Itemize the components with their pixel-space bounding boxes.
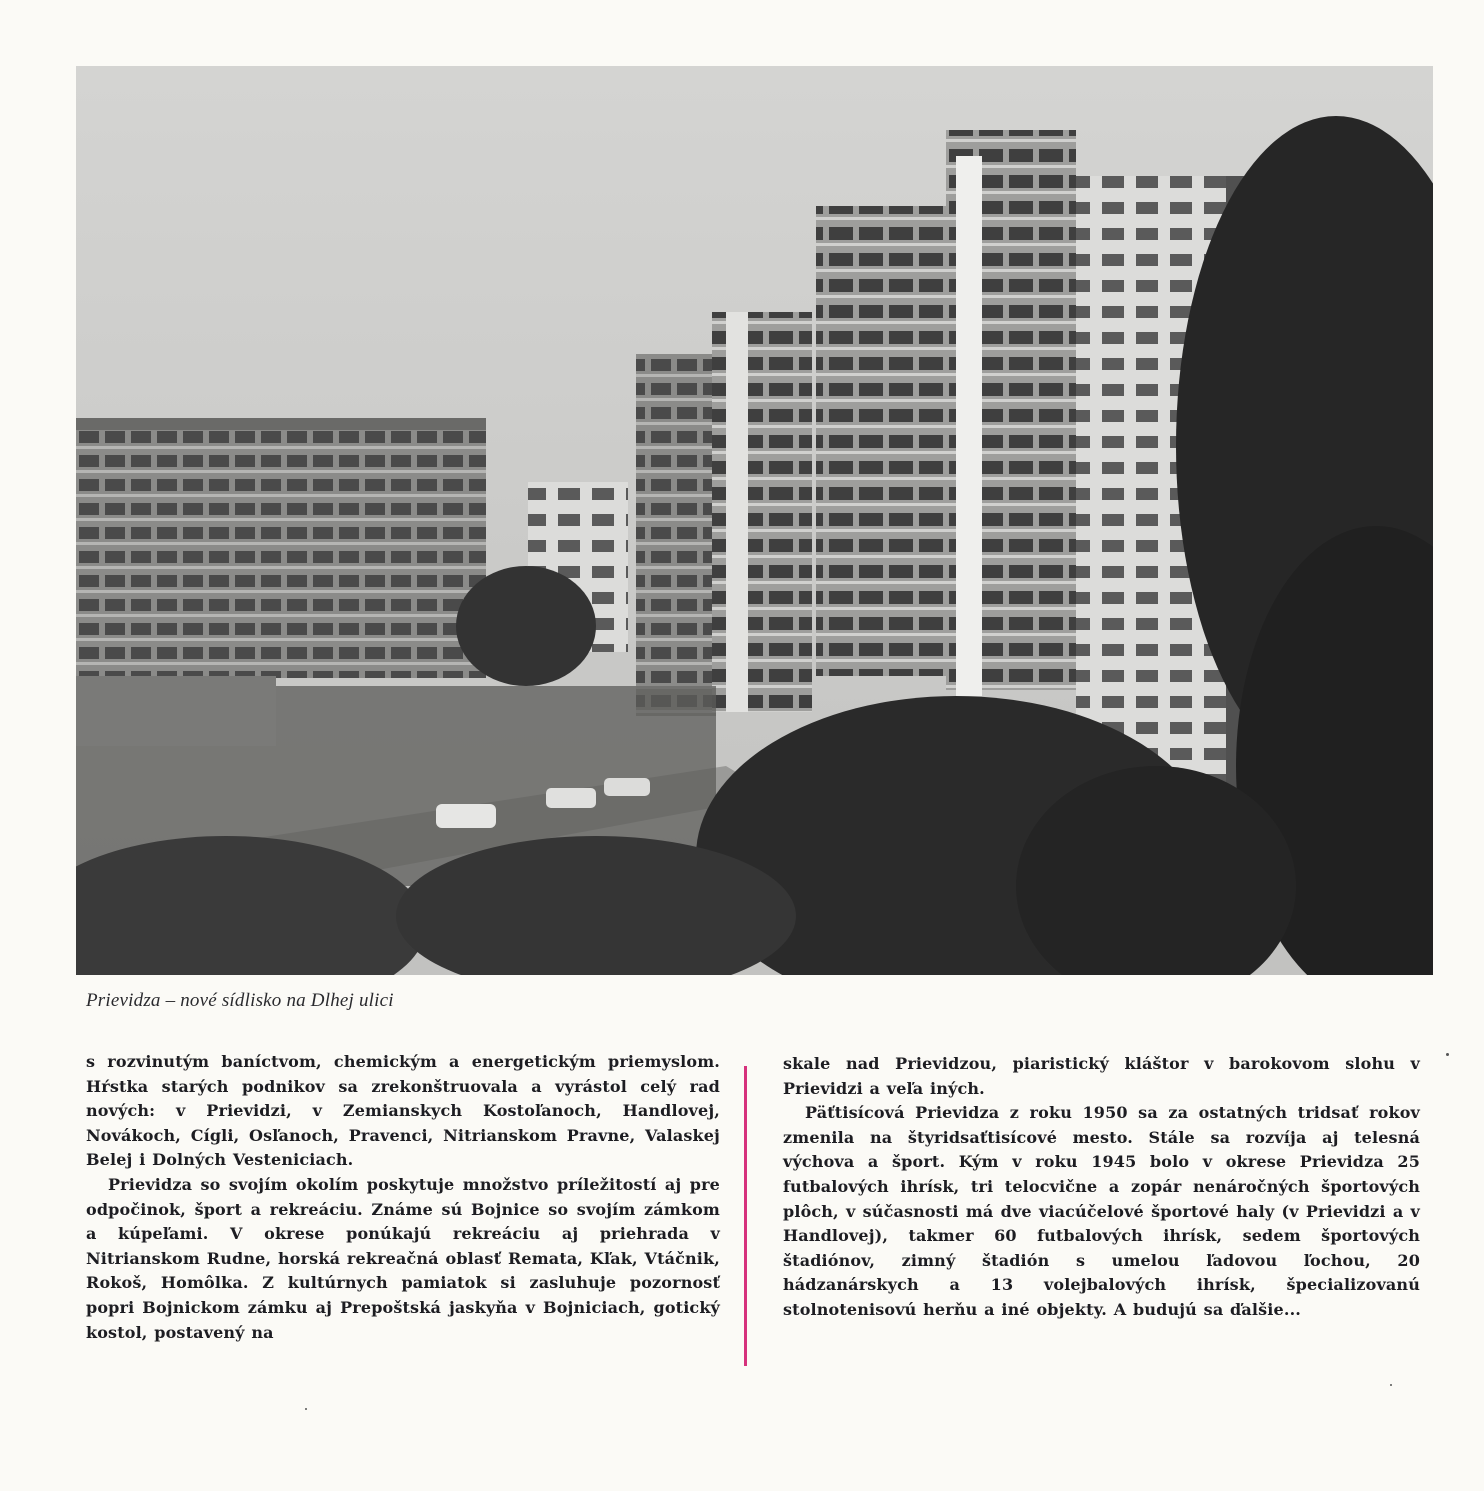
paragraph: skale nad Prievidzou, piaristický kláštor v barokovom slohu v Prievidzi a veľa iných. [783,1054,1420,1098]
text-column-left [86,1050,720,1345]
paragraph: Prievidza so svojím okolím poskytuje množstvo príležitostí aj pre odpočinok, šport a rekreáciu. Známe sú Bojnice so svojím zámkom a kúpeľami. V okrese ponúkajú rekreáciu aj priehrada v Nitrianskom Rudne, horská rekreačná oblasť Remata, Kľak, Vtáčnik, Rokoš, Homôlka. Z kultúrnych pamiatok si zasluhuje pozornosť popri Bojnickom zámku aj Prepoštská jaskyňa v Bojniciach, gotický kostol, postavený na [86,1174,720,1342]
paper-speck [305,1408,307,1410]
column-divider [744,1066,747,1366]
paragraph: Päťtisícová Prievidza z roku 1950 sa za ostatných tridsať rokov zmenila na štyridsaťtisícové mesto. Stále sa rozvíja aj telesná výchova a šport. Kým v roku 1945 bolo v okrese Prievidza 25 futbalových ihrísk, tri telocvične a zopár nenáročných športových plôch, v súčasnosti má dve viacúčelové športové haly (v Prievidzi a v Handlovej), takmer 60 futbalových ihrísk, sedem športových štadiónov, zimný štadión s umelou ľadovou ľochou, 20 hádzanárskych a 13 volejbalových ihrísk, špecializovanú stolnotenisovú herňu a iné objekty. A budujú sa ďalšie... [783,1103,1420,1319]
paper-speck [1390,1384,1392,1386]
paragraph: s rozvinutým baníctvom, chemickým a energetickým priemyslom. Hŕstka starých podnikov sa zrekonštruovala a vyrástol celý rad nových: v Prievidzi, v Zemianskych Kostoľanoch, Handlovej, Novákoch, Cígli, Osľanoch, Pravenci, Nitrianskom Pravne, Valaskej Belej i Dolných Vesteniciach. [86,1052,720,1170]
photo-apartment-blocks [76,66,1433,975]
photo-illustration [76,66,1433,975]
photo-caption: Prievidza – nové sídlisko na Dlhej ulici [86,990,394,1011]
text-column-right [783,1052,1420,1323]
paper-speck [1446,1053,1449,1056]
